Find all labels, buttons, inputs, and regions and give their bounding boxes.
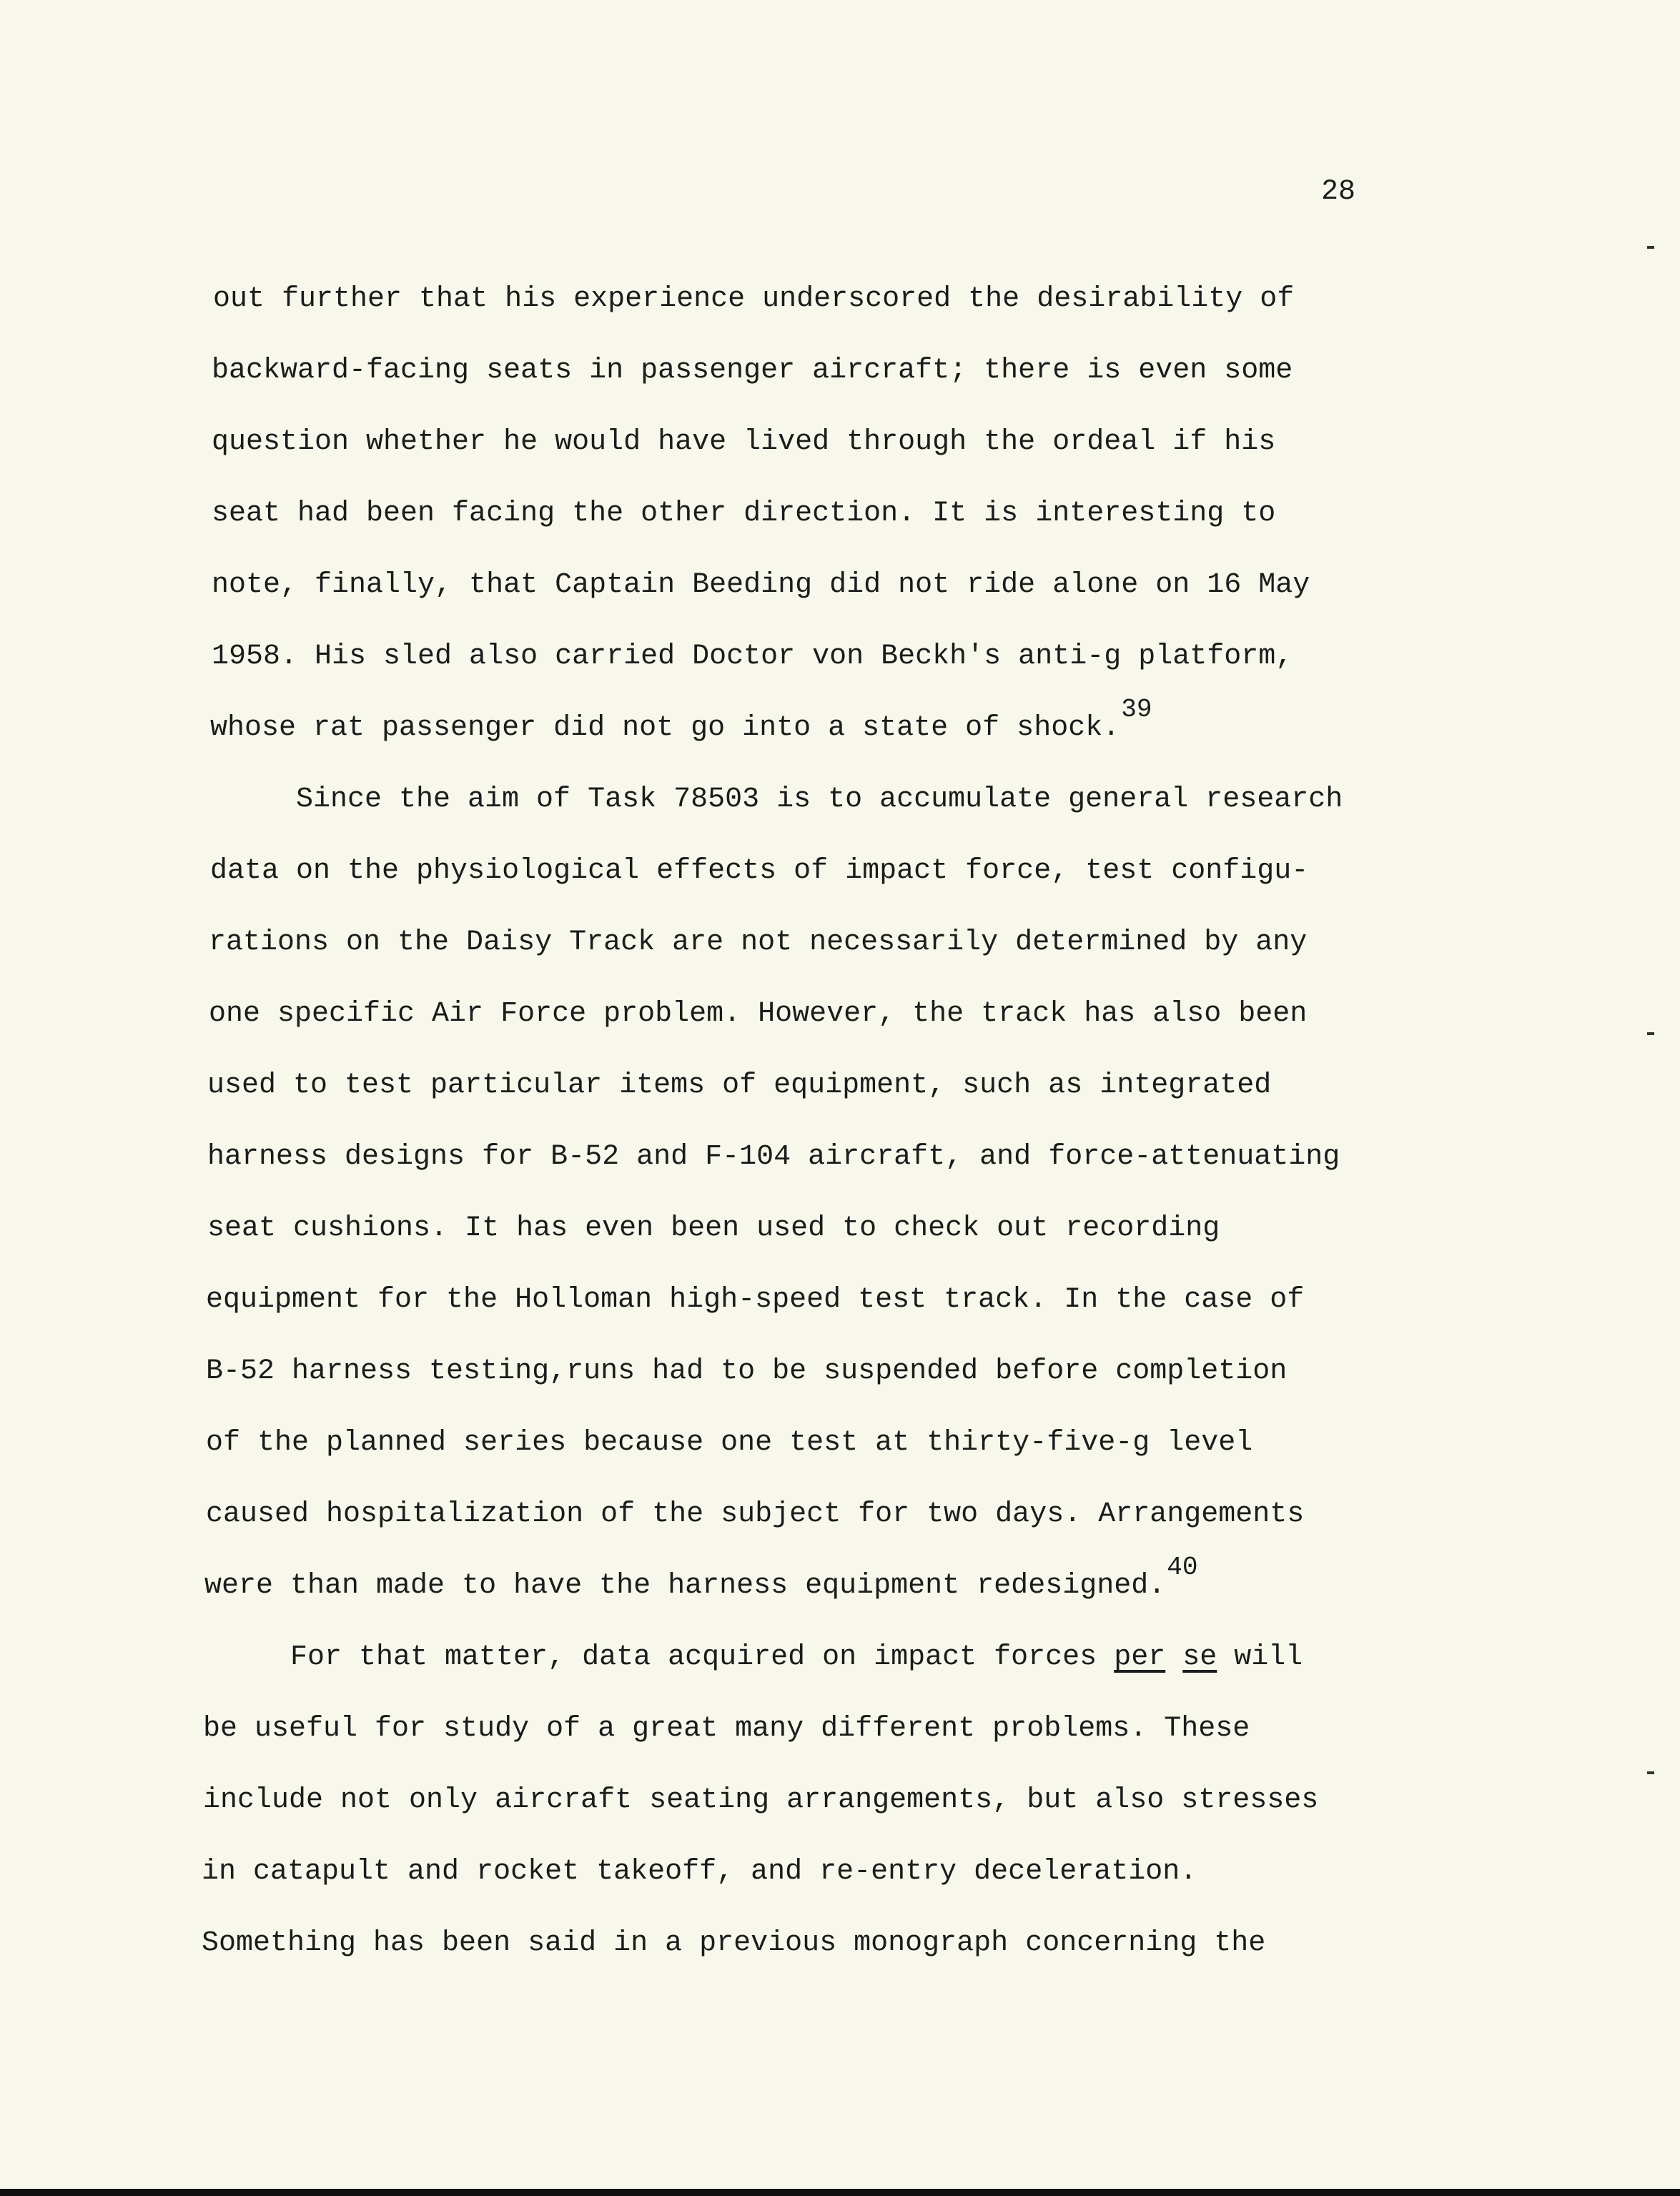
text-line: Something has been said in a previous monograph concerning the bbox=[202, 1927, 1266, 1959]
text-line: seat had been facing the other direction. It is interesting to bbox=[212, 498, 1276, 530]
text-run: will bbox=[1217, 1641, 1303, 1673]
text-line: rations on the Daisy Track are not necessarily determined by any bbox=[209, 926, 1308, 959]
text-line: of the planned series because one test at thirty-five-g level bbox=[206, 1427, 1253, 1459]
text-line: caused hospitalization of the subject for two days. Arrangements bbox=[206, 1498, 1305, 1530]
footnote-marker: 39 bbox=[1121, 695, 1152, 724]
text-line: seat cushions. It has even been used to check out recording bbox=[207, 1212, 1220, 1245]
footnote-marker: 40 bbox=[1167, 1553, 1198, 1582]
text-line bbox=[290, 1640, 1303, 1676]
text-run bbox=[1165, 1641, 1182, 1673]
text-line: note, finally, that Captain Beeding did not ride alone on 16 May bbox=[212, 569, 1310, 601]
margin-mark bbox=[1647, 246, 1654, 249]
page-number: 28 bbox=[1321, 176, 1356, 208]
text-line: be useful for study of a great many different problems. These bbox=[203, 1713, 1250, 1745]
text-line: question whether he would have lived through the ordeal if his bbox=[212, 426, 1276, 458]
text-line: include not only aircraft seating arrangements, but also stresses bbox=[203, 1784, 1319, 1816]
text-line: backward-facing seats in passenger aircraft; there is even some bbox=[212, 355, 1293, 387]
text-line bbox=[210, 695, 1152, 746]
margin-mark bbox=[1647, 1771, 1654, 1774]
margin-mark bbox=[1647, 1032, 1654, 1035]
text-line: harness designs for B-52 and F-104 aircraft, and force-attenuating bbox=[207, 1141, 1340, 1173]
text-line: in catapult and rocket takeoff, and re-entry deceleration. bbox=[202, 1856, 1197, 1888]
text-line: used to test particular items of equipment, such as integrated bbox=[207, 1069, 1272, 1102]
text-line: Since the aim of Task 78503 is to accumulate general research bbox=[296, 783, 1343, 816]
text-line: equipment for the Holloman high-speed test track. In the case of bbox=[206, 1284, 1305, 1316]
text-run: For that matter, data acquired on impact forces bbox=[290, 1641, 1115, 1673]
text-run: whose rat passenger did not go into a state of shock. bbox=[210, 712, 1120, 744]
text-line: B-52 harness testing,runs had to be suspended before completion bbox=[206, 1355, 1288, 1388]
underlined-word: se bbox=[1182, 1641, 1217, 1673]
text-line: one specific Air Force problem. However, the track has also been bbox=[209, 998, 1308, 1030]
text-line: data on the physiological effects of impact force, test configu- bbox=[210, 855, 1309, 887]
underlined-word: per bbox=[1114, 1641, 1166, 1673]
text-line: out further that his experience underscored the desirability of bbox=[213, 283, 1295, 315]
page-edge bbox=[0, 2189, 1680, 2196]
text-line bbox=[204, 1553, 1198, 1604]
text-line: 1958. His sled also carried Doctor von Beckh's anti-g platform, bbox=[212, 640, 1293, 673]
text-run: were than made to have the harness equipment redesigned. bbox=[204, 1570, 1166, 1602]
